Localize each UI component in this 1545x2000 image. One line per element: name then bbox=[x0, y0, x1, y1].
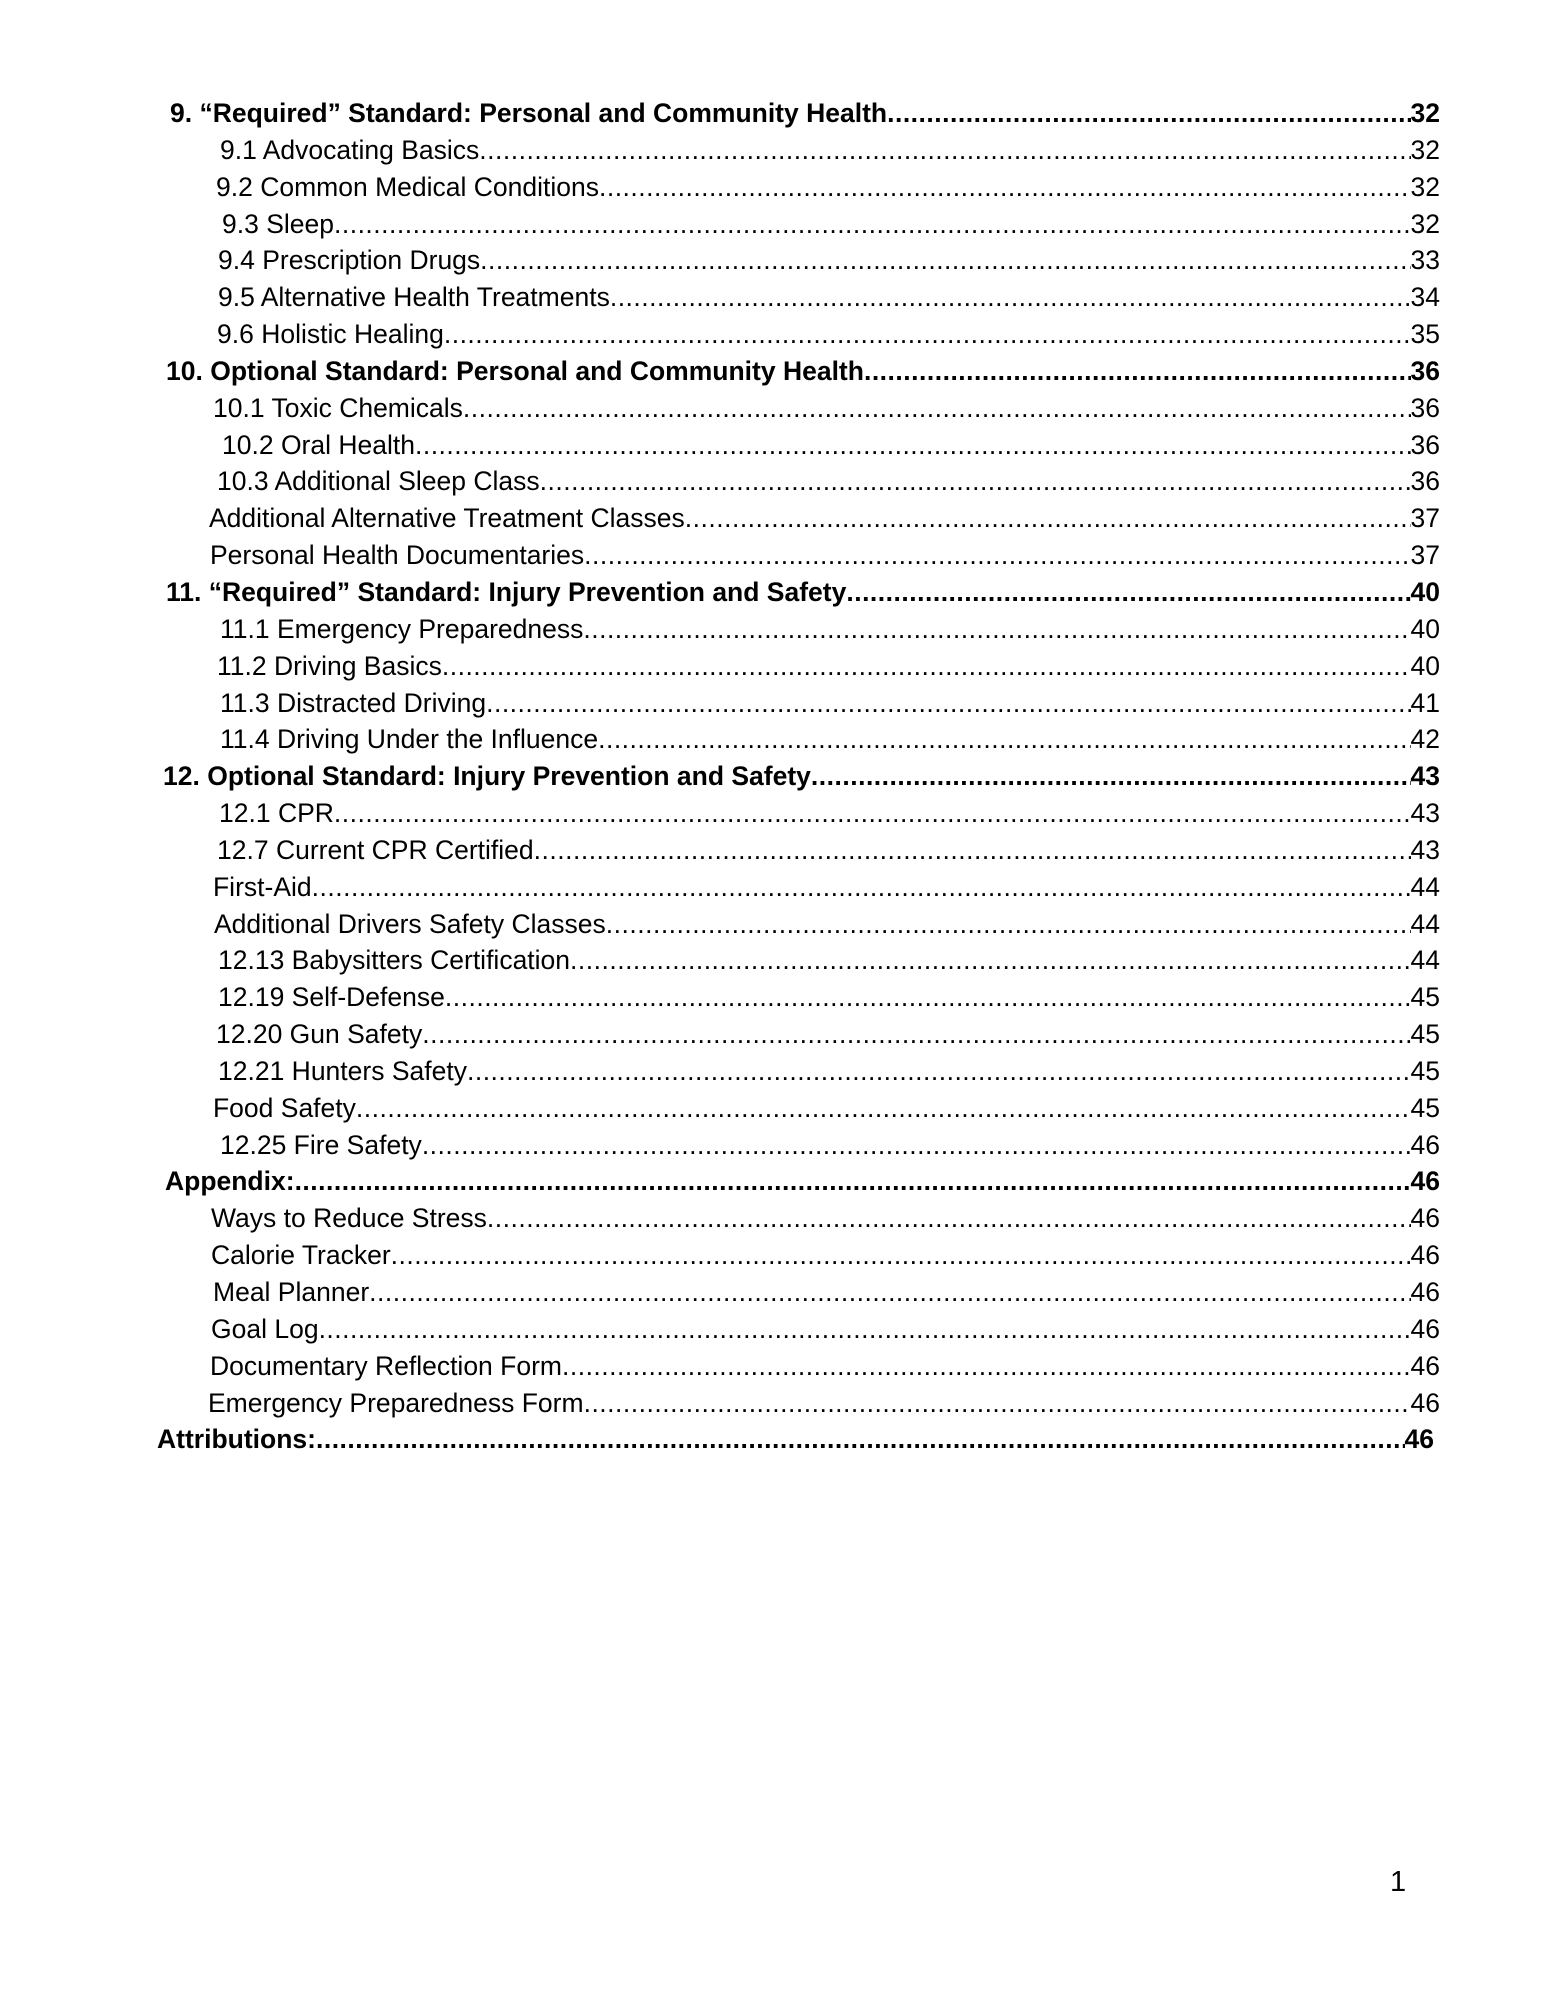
toc-label: Food Safety bbox=[213, 1092, 356, 1123]
toc-entry-10-2[interactable] bbox=[0, 427, 1545, 464]
toc-entry-documentary-form[interactable] bbox=[0, 1348, 1545, 1385]
dot-leader bbox=[811, 758, 1411, 795]
dot-leader bbox=[610, 279, 1411, 316]
dot-leader bbox=[334, 206, 1411, 243]
table-of-contents bbox=[0, 95, 1545, 1458]
toc-entry-12-25[interactable] bbox=[0, 1127, 1545, 1164]
toc-page: 34 bbox=[1410, 282, 1440, 313]
toc-page: 45 bbox=[1410, 1019, 1440, 1050]
toc-label: 11.4 Driving Under the Influence bbox=[220, 724, 599, 755]
toc-label: Appendix: bbox=[165, 1166, 295, 1197]
dot-leader bbox=[295, 1163, 1411, 1200]
toc-entry-food-safety[interactable] bbox=[0, 1090, 1545, 1127]
toc-label: Additional Alternative Treatment Classes bbox=[209, 503, 685, 534]
toc-label: 12.13 Babysitters Certification bbox=[218, 945, 571, 976]
toc-entry-documentaries[interactable] bbox=[0, 537, 1545, 574]
toc-label: 9.3 Sleep bbox=[222, 208, 334, 239]
dot-leader bbox=[356, 1090, 1411, 1127]
toc-entry-12-7[interactable] bbox=[0, 832, 1545, 869]
dot-leader bbox=[846, 574, 1410, 611]
toc-page: 44 bbox=[1410, 908, 1440, 939]
toc-entry-alt-treatment[interactable] bbox=[0, 500, 1545, 537]
toc-page: 37 bbox=[1410, 503, 1440, 534]
toc-label: 12.21 Hunters Safety bbox=[218, 1055, 467, 1086]
toc-page: 46 bbox=[1410, 1129, 1440, 1160]
toc-heading-10[interactable] bbox=[0, 353, 1545, 390]
dot-leader bbox=[685, 500, 1411, 537]
toc-label: 9.4 Prescription Drugs bbox=[218, 245, 481, 276]
toc-page: 45 bbox=[1410, 1092, 1440, 1123]
toc-label: 12.1 CPR bbox=[219, 798, 334, 829]
toc-page: 46 bbox=[1410, 1277, 1440, 1307]
toc-entry-11-3[interactable] bbox=[0, 685, 1545, 722]
toc-entry-12-21[interactable] bbox=[0, 1053, 1545, 1090]
toc-page: 32 bbox=[1410, 134, 1440, 165]
toc-page: 46 bbox=[1410, 1166, 1440, 1197]
toc-page: 43 bbox=[1410, 834, 1440, 865]
toc-label: Calorie Tracker bbox=[211, 1240, 391, 1271]
toc-entry-goal-log[interactable] bbox=[0, 1311, 1545, 1348]
toc-label: 10.2 Oral Health bbox=[222, 429, 415, 460]
toc-page: 46 bbox=[1410, 1203, 1440, 1234]
dot-leader bbox=[422, 1127, 1411, 1164]
toc-label: Emergency Preparedness Form bbox=[208, 1387, 584, 1418]
toc-entry-reduce-stress[interactable] bbox=[0, 1200, 1545, 1237]
toc-page: 43 bbox=[1410, 761, 1440, 792]
toc-label: 11.1 Emergency Preparedness bbox=[220, 613, 584, 644]
toc-page: 46 bbox=[1410, 1350, 1440, 1381]
toc-label: 10. Optional Standard: Personal and Community Health bbox=[166, 355, 864, 386]
dot-leader bbox=[445, 979, 1411, 1016]
toc-label: 9.2 Common Medical Conditions bbox=[216, 171, 599, 202]
toc-label: 12.25 Fire Safety bbox=[220, 1129, 422, 1160]
toc-page: 37 bbox=[1410, 540, 1440, 571]
toc-label: 11.3 Distracted Driving bbox=[220, 687, 487, 718]
toc-heading-attributions[interactable] bbox=[0, 1421, 1545, 1458]
toc-entry-9-6[interactable] bbox=[0, 316, 1545, 353]
toc-entry-12-20[interactable] bbox=[0, 1016, 1545, 1053]
toc-entry-12-19[interactable] bbox=[0, 979, 1545, 1016]
toc-label: Goal Log bbox=[211, 1313, 319, 1344]
toc-entry-9-2[interactable] bbox=[0, 169, 1545, 206]
toc-label: 11.2 Driving Basics bbox=[217, 650, 442, 681]
toc-label: 11. “Required” Standard: Injury Prevention and Safety bbox=[166, 576, 847, 607]
toc-page: 33 bbox=[1410, 245, 1440, 276]
toc-entry-11-1[interactable] bbox=[0, 611, 1545, 648]
dot-leader bbox=[584, 537, 1410, 574]
toc-heading-11[interactable] bbox=[0, 574, 1545, 611]
dot-leader bbox=[599, 169, 1411, 206]
toc-entry-10-3[interactable] bbox=[0, 463, 1545, 500]
dot-leader bbox=[486, 685, 1410, 722]
dot-leader bbox=[369, 1274, 1410, 1311]
toc-label: Meal Planner bbox=[213, 1277, 370, 1307]
toc-page: 32 bbox=[1410, 171, 1440, 202]
dot-leader bbox=[562, 1348, 1411, 1385]
toc-page: 44 bbox=[1410, 945, 1440, 976]
dot-leader bbox=[487, 1200, 1411, 1237]
toc-entry-9-4[interactable] bbox=[0, 242, 1545, 279]
toc-label: First-Aid bbox=[213, 871, 312, 902]
toc-page: 46 bbox=[1410, 1387, 1440, 1418]
toc-label: 9.6 Holistic Healing bbox=[217, 319, 444, 350]
toc-label: 10.1 Toxic Chemicals bbox=[213, 392, 463, 423]
dot-leader bbox=[480, 242, 1410, 279]
toc-page: 40 bbox=[1410, 576, 1440, 607]
toc-entry-9-1[interactable] bbox=[0, 132, 1545, 169]
toc-entry-meal-planner[interactable] bbox=[0, 1274, 1545, 1311]
toc-page: 43 bbox=[1410, 798, 1440, 829]
toc-heading-appendix[interactable] bbox=[0, 1163, 1545, 1200]
toc-page: 35 bbox=[1410, 319, 1440, 350]
toc-page: 40 bbox=[1410, 613, 1440, 644]
toc-entry-9-3[interactable] bbox=[0, 206, 1545, 243]
toc-label: 10.3 Additional Sleep Class bbox=[217, 466, 540, 497]
toc-entry-11-4[interactable] bbox=[0, 721, 1545, 758]
dot-leader bbox=[319, 1311, 1411, 1348]
toc-page: 32 bbox=[1410, 208, 1440, 239]
dot-leader bbox=[312, 869, 1411, 906]
toc-heading-9[interactable] bbox=[0, 95, 1545, 132]
dot-leader bbox=[887, 95, 1410, 132]
toc-entry-9-5[interactable] bbox=[0, 279, 1545, 316]
toc-label: 9.5 Alternative Health Treatments bbox=[218, 282, 610, 313]
toc-page: 46 bbox=[1404, 1424, 1434, 1455]
dot-leader bbox=[463, 390, 1411, 427]
toc-page: 45 bbox=[1410, 1055, 1440, 1086]
toc-heading-12[interactable] bbox=[0, 758, 1545, 795]
toc-entry-11-2[interactable] bbox=[0, 648, 1545, 685]
dot-leader bbox=[479, 132, 1410, 169]
toc-entry-calorie-tracker[interactable] bbox=[0, 1237, 1545, 1274]
dot-leader bbox=[598, 721, 1410, 758]
toc-label: Personal Health Documentaries bbox=[210, 540, 585, 571]
dot-leader bbox=[540, 463, 1411, 500]
toc-page: 44 bbox=[1410, 871, 1440, 902]
toc-entry-12-13[interactable] bbox=[0, 942, 1545, 979]
toc-page: 46 bbox=[1410, 1240, 1440, 1271]
dot-leader bbox=[422, 1016, 1410, 1053]
toc-entry-10-1[interactable] bbox=[0, 390, 1545, 427]
dot-leader bbox=[467, 1053, 1411, 1090]
toc-page: 40 bbox=[1410, 650, 1440, 681]
toc-label: 12. Optional Standard: Injury Prevention and Safety bbox=[163, 761, 811, 792]
toc-entry-emergency-form[interactable] bbox=[0, 1385, 1545, 1422]
dot-leader bbox=[864, 353, 1411, 390]
toc-page: 36 bbox=[1410, 466, 1440, 497]
dot-leader bbox=[391, 1237, 1411, 1274]
dot-leader bbox=[334, 795, 1411, 832]
dot-leader bbox=[584, 1385, 1411, 1422]
toc-page: 42 bbox=[1410, 724, 1440, 755]
toc-label: Additional Drivers Safety Classes bbox=[214, 908, 606, 939]
toc-page: 46 bbox=[1410, 1313, 1440, 1344]
toc-page: 45 bbox=[1410, 982, 1440, 1013]
toc-label: 9. “Required” Standard: Personal and Community Health bbox=[170, 98, 888, 128]
toc-page: 36 bbox=[1410, 392, 1440, 423]
dot-leader bbox=[442, 648, 1411, 685]
toc-page: 41 bbox=[1410, 687, 1440, 718]
toc-label: 12.19 Self-Defense bbox=[218, 982, 445, 1013]
toc-label: 12.20 Gun Safety bbox=[216, 1019, 423, 1050]
toc-entry-12-1[interactable] bbox=[0, 795, 1545, 832]
toc-label: Documentary Reflection Form bbox=[210, 1350, 562, 1381]
dot-leader bbox=[606, 906, 1411, 943]
dot-leader bbox=[534, 832, 1411, 869]
toc-page: 36 bbox=[1410, 355, 1440, 386]
toc-label: Attributions: bbox=[157, 1424, 316, 1455]
dot-leader bbox=[415, 427, 1411, 464]
toc-page: 32 bbox=[1410, 98, 1440, 128]
dot-leader bbox=[583, 611, 1410, 648]
toc-label: 9.1 Advocating Basics bbox=[220, 134, 480, 165]
toc-entry-drivers-safety[interactable] bbox=[0, 906, 1545, 943]
page-number: 1 bbox=[1390, 1866, 1407, 1898]
dot-leader bbox=[444, 316, 1411, 353]
dot-leader bbox=[570, 942, 1410, 979]
toc-label: Ways to Reduce Stress bbox=[211, 1203, 487, 1234]
toc-label: 12.7 Current CPR Certified bbox=[217, 834, 534, 865]
toc-page: 36 bbox=[1410, 429, 1440, 460]
dot-leader bbox=[316, 1421, 1405, 1458]
toc-entry-first-aid[interactable] bbox=[0, 869, 1545, 906]
